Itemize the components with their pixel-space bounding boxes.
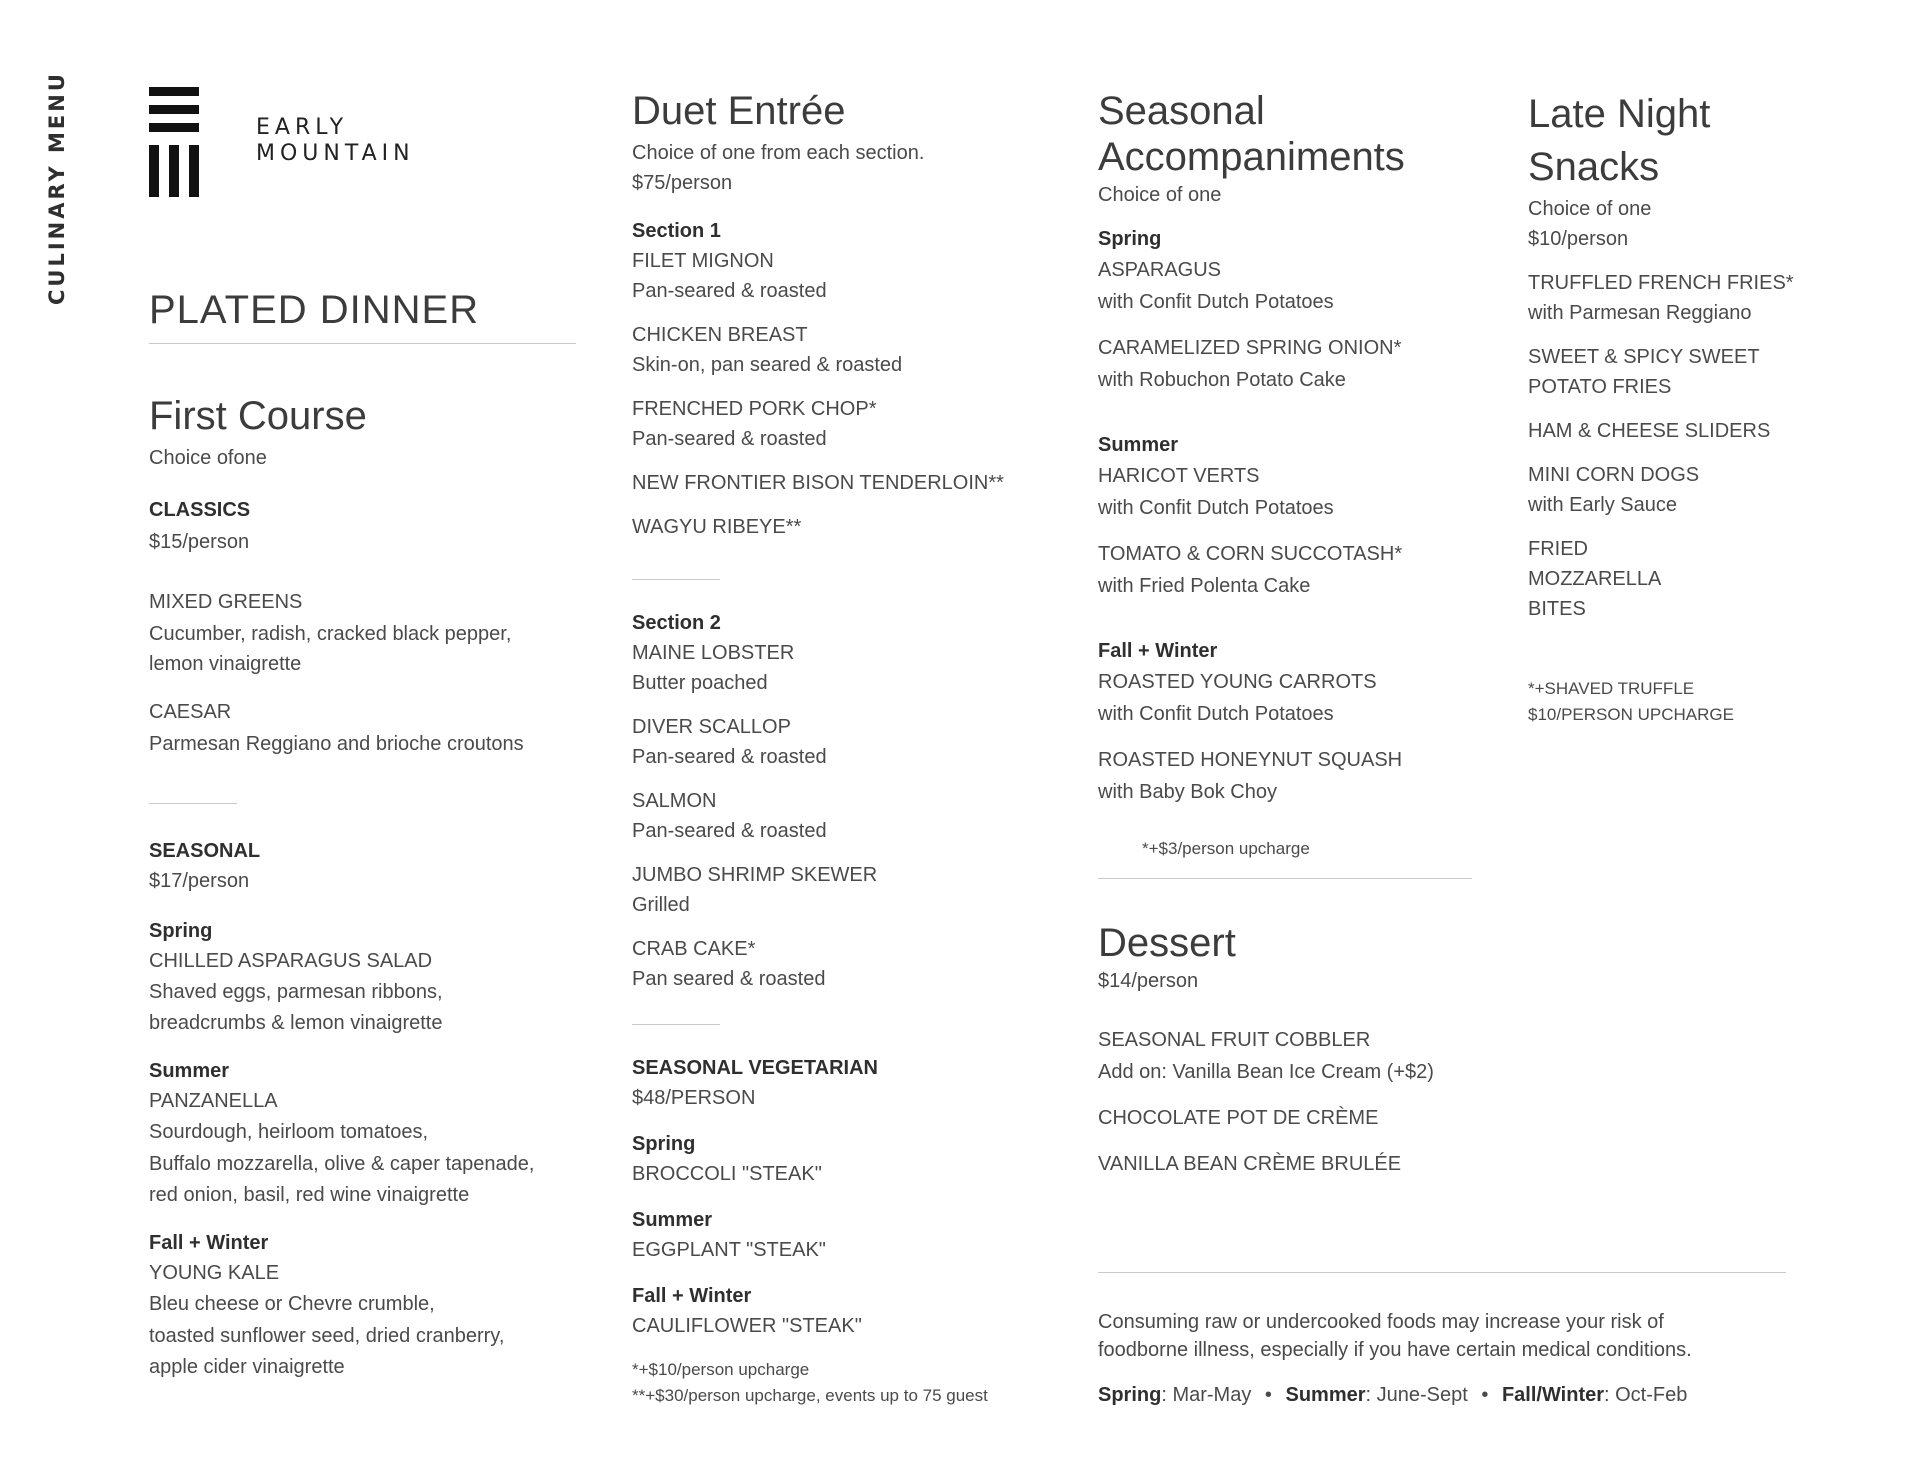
menu-item-desc: with Confit Dutch Potatoes xyxy=(1098,291,1334,313)
menu-item-desc: Pan-seared & roasted xyxy=(632,280,827,302)
menu-item-name: FILET MIGNON xyxy=(632,250,774,272)
section-2-heading: Section 2 xyxy=(632,612,721,634)
first-course-section xyxy=(149,393,524,759)
menu-item-desc: apple cider vinaigrette xyxy=(149,1356,345,1378)
menu-item-desc: Sourdough, heirloom tomatoes, xyxy=(149,1121,429,1143)
menu-item-name: POTATO FRIES xyxy=(1528,376,1672,398)
menu-item-name: DIVER SCALLOP xyxy=(632,716,791,738)
menu-item-desc: breadcrumbs & lemon vinaigrette xyxy=(149,1012,443,1034)
menu-item-desc: toasted sunflower seed, dried cranberry, xyxy=(149,1325,505,1347)
menu-item-name: MOZZARELLA xyxy=(1528,568,1662,590)
menu-item-name: CHICKEN BREAST xyxy=(632,324,808,346)
culinary-menu-label: CULINARY MENU xyxy=(45,71,69,305)
menu-item-name: CAESAR xyxy=(149,701,232,723)
late-night-price: $10/person xyxy=(1528,228,1629,250)
duet-subtitle: Choice of one from each section. xyxy=(632,142,925,164)
upcharge-note: *+SHAVED TRUFFLE xyxy=(1528,679,1695,698)
season-legend-fall-range: : Oct-Feb xyxy=(1604,1384,1688,1406)
section-divider xyxy=(149,803,237,804)
menu-item-name: HARICOT VERTS xyxy=(1098,465,1260,487)
menu-item-desc: with Confit Dutch Potatoes xyxy=(1098,497,1334,519)
section-divider xyxy=(1098,878,1472,879)
bullet-separator: • xyxy=(1264,1384,1272,1406)
duet-entree-section xyxy=(632,88,1004,542)
menu-item-name: TRUFFLED FRENCH FRIES* xyxy=(1528,272,1794,294)
menu-item-desc: with Baby Bok Choy xyxy=(1098,781,1277,803)
menu-item-name: EGGPLANT "STEAK" xyxy=(632,1239,826,1261)
season-legend-fall-label: Fall/Winter xyxy=(1501,1384,1605,1406)
season-legend-summer-range: : June-Sept xyxy=(1365,1384,1468,1406)
footer-divider xyxy=(1098,1272,1786,1273)
menu-item-desc: with Fried Polenta Cake xyxy=(1098,575,1311,597)
menu-item-name: WAGYU RIBEYE** xyxy=(632,516,802,538)
upcharge-note: **+$30/person upcharge, events up to 75 guest xyxy=(632,1386,988,1405)
menu-item-name: CHILLED ASPARAGUS SALAD xyxy=(149,950,433,972)
menu-item-name: VANILLA BEAN CRÈME BRULÉE xyxy=(1098,1153,1402,1175)
menu-item-desc: Parmesan Reggiano and brioche croutons xyxy=(149,733,524,755)
menu-item-name: BITES xyxy=(1528,598,1586,620)
menu-item-name: JUMBO SHRIMP SKEWER xyxy=(632,864,878,886)
menu-item-desc: Bleu cheese or Chevre crumble, xyxy=(149,1293,435,1315)
menu-item-desc: Butter poached xyxy=(632,672,768,694)
vegetarian-price: $48/PERSON xyxy=(632,1087,756,1109)
dessert-price: $14/person xyxy=(1098,970,1199,992)
menu-item-desc: Pan-seared & roasted xyxy=(632,820,827,842)
season-label-spring: Spring xyxy=(632,1133,696,1155)
season-label-summer: Summer xyxy=(632,1209,713,1231)
season-legend-spring-label: Spring xyxy=(1098,1384,1162,1406)
bullet-separator: • xyxy=(1481,1384,1489,1406)
season-label-summer: Summer xyxy=(1098,434,1179,456)
season-label-summer: Summer xyxy=(149,1060,230,1082)
accompaniments-subtitle: Choice of one xyxy=(1098,184,1222,206)
menu-item-desc: Pan-seared & roasted xyxy=(632,746,827,768)
upcharge-note: *+$10/person upcharge xyxy=(632,1360,810,1379)
season-legend xyxy=(1098,1380,1687,1410)
late-night-title-line-1: Late Night xyxy=(1528,92,1711,136)
disclaimer-line-1: Consuming raw or undercooked foods may increase your risk of xyxy=(1098,1311,1664,1333)
season-legend-summer-label: Summer xyxy=(1285,1384,1366,1406)
menu-item-desc: Add on: Vanilla Bean Ice Cream (+$2) xyxy=(1098,1061,1434,1083)
classics-heading: CLASSICS xyxy=(149,499,251,521)
seasonal-first-course xyxy=(149,836,534,1382)
menu-item-name: HAM & CHEESE SLIDERS xyxy=(1528,420,1771,442)
menu-item-name: SALMON xyxy=(632,790,717,812)
title-divider xyxy=(149,343,576,344)
season-label-spring: Spring xyxy=(149,920,213,942)
menu-item-name: MAINE LOBSTER xyxy=(632,642,795,664)
section-1-heading: Section 1 xyxy=(632,220,721,242)
late-night-title-line-2: Snacks xyxy=(1528,145,1660,189)
menu-item-name: TOMATO & CORN SUCCOTASH* xyxy=(1098,543,1403,565)
season-label-spring: Spring xyxy=(1098,228,1162,250)
early-mountain-logo-icon xyxy=(149,87,199,197)
brand-name xyxy=(256,115,415,167)
menu-item-desc: Pan-seared & roasted xyxy=(632,428,827,450)
first-course-subtitle: Choice ofone xyxy=(149,447,267,469)
menu-item-desc: Pan seared & roasted xyxy=(632,968,826,990)
vegetarian-heading: SEASONAL VEGETARIAN xyxy=(632,1057,878,1079)
menu-item-desc: Skin-on, pan seared & roasted xyxy=(632,354,903,376)
menu-item-name: ROASTED YOUNG CARROTS xyxy=(1098,671,1377,693)
menu-item-desc: red onion, basil, red wine vinaigrette xyxy=(149,1184,470,1206)
section-divider xyxy=(632,1024,720,1025)
menu-item-name: PANZANELLA xyxy=(149,1090,278,1112)
duet-title: Duet Entrée xyxy=(632,89,846,133)
season-label-fall-winter: Fall + Winter xyxy=(632,1285,752,1307)
menu-item-desc: Buffalo mozzarella, olive & caper tapenade, xyxy=(149,1153,535,1175)
menu-item-name: NEW FRONTIER BISON TENDERLOIN** xyxy=(632,472,1004,494)
seasonal-heading: SEASONAL xyxy=(149,840,261,862)
menu-item-name: ASPARAGUS xyxy=(1098,259,1221,281)
upcharge-note: *+$3/person upcharge xyxy=(1142,839,1310,858)
classics-price: $15/person xyxy=(149,531,250,553)
menu-item-desc: lemon vinaigrette xyxy=(149,653,302,675)
late-night-subtitle: Choice of one xyxy=(1528,198,1652,220)
menu-item-name: FRIED xyxy=(1528,538,1588,560)
menu-item-name: MINI CORN DOGS xyxy=(1528,464,1700,486)
menu-item-name: YOUNG KALE xyxy=(149,1262,280,1284)
menu-item-name: CAULIFLOWER "STEAK" xyxy=(632,1315,862,1337)
page-title: PLATED DINNER xyxy=(149,288,480,332)
menu-item-name: CARAMELIZED SPRING ONION* xyxy=(1098,337,1402,359)
seasonal-price: $17/person xyxy=(149,870,250,892)
menu-item-name: FRENCHED PORK CHOP* xyxy=(632,398,877,420)
upcharge-note: $10/PERSON UPCHARGE xyxy=(1528,705,1734,724)
menu-item-name: CHOCOLATE POT DE CRÈME xyxy=(1098,1107,1379,1129)
disclaimer-line-2: foodborne illness, especially if you have certain medical conditions. xyxy=(1098,1339,1692,1361)
section-divider xyxy=(632,579,720,580)
brand-line-2: MOUNTAIN xyxy=(256,141,415,166)
seasonal-vegetarian xyxy=(632,1053,988,1409)
disclaimer xyxy=(1098,1308,1692,1364)
first-course-title: First Course xyxy=(149,394,367,438)
menu-item-desc: with Early Sauce xyxy=(1528,494,1677,516)
season-legend-spring-range: : Mar-May xyxy=(1161,1384,1252,1406)
section-2 xyxy=(632,608,877,994)
menu-item-desc: Shaved eggs, parmesan ribbons, xyxy=(149,981,443,1003)
late-night-section xyxy=(1528,88,1794,728)
menu-item-name: BROCCOLI "STEAK" xyxy=(632,1163,822,1185)
accompaniments-title-line-2: Accompaniments xyxy=(1098,135,1405,179)
season-label-fall-winter: Fall + Winter xyxy=(1098,640,1218,662)
menu-item-desc: with Parmesan Reggiano xyxy=(1528,302,1752,324)
menu-item-desc: Grilled xyxy=(632,894,690,916)
menu-item-name: ROASTED HONEYNUT SQUASH xyxy=(1098,749,1403,771)
duet-price: $75/person xyxy=(632,172,733,194)
brand-line-1: EARLY xyxy=(256,115,349,140)
accompaniments-section xyxy=(1098,88,1405,808)
menu-item-desc: Cucumber, radish, cracked black pepper, xyxy=(149,623,512,645)
season-label-fall-winter: Fall + Winter xyxy=(149,1232,269,1254)
menu-item-name: SEASONAL FRUIT COBBLER xyxy=(1098,1029,1371,1051)
dessert-section xyxy=(1098,920,1434,1180)
menu-item-desc: with Confit Dutch Potatoes xyxy=(1098,703,1334,725)
accompaniments-title-line-1: Seasonal xyxy=(1098,89,1265,133)
menu-item-name: CRAB CAKE* xyxy=(632,938,756,960)
menu-item-desc: with Robuchon Potato Cake xyxy=(1098,369,1346,391)
menu-item-name: SWEET & SPICY SWEET xyxy=(1528,346,1760,368)
menu-item-name: MIXED GREENS xyxy=(149,591,303,613)
dessert-title: Dessert xyxy=(1098,921,1236,965)
